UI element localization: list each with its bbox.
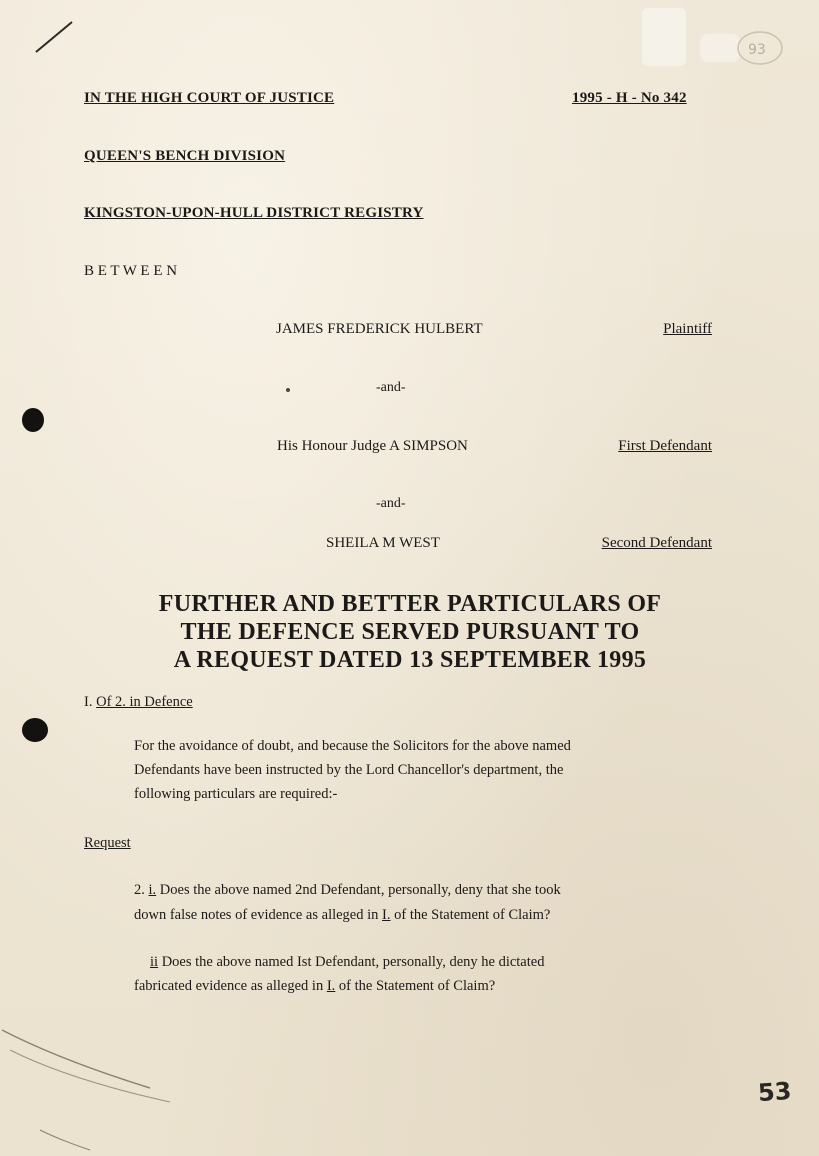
first-defendant-name: His Honour Judge A SIMPSON [277, 438, 468, 454]
item-number: ii [150, 954, 159, 970]
section-heading [84, 690, 193, 714]
item-text: Does the above named 2nd Defendant, personally, deny that she took [159, 882, 561, 898]
second-defendant-name: SHEILA M WEST [326, 535, 440, 551]
request-heading: Request [84, 835, 131, 851]
ink-dot [286, 388, 290, 392]
and-separator: -and- [376, 496, 406, 511]
item-reference: I. [382, 907, 391, 923]
court-heading: IN THE HIGH COURT OF JUSTICE [84, 90, 335, 106]
between-label: B E T W E E N [84, 263, 178, 279]
plaintiff-role: Plaintiff [663, 321, 712, 337]
item-text: Does the above named Ist Defendant, personally, deny he dictated [161, 954, 545, 970]
and-separator: -and- [376, 380, 406, 395]
punch-hole [22, 408, 44, 432]
document-title-line-1: FURTHER AND BETTER PARTICULARS OF [158, 591, 662, 617]
request-item-2-line-2 [134, 974, 495, 998]
pencil-mark [28, 18, 78, 58]
registry-stamp [640, 6, 790, 76]
paragraph-line: following particulars are required:- [134, 786, 338, 802]
item-reference: I. [326, 978, 336, 994]
document-title-line-3: A REQUEST DATED 13 SEPTEMBER 1995 [173, 647, 647, 673]
second-defendant-role: Second Defendant [601, 535, 712, 551]
item-text: of the Statement of Claim? [338, 978, 496, 994]
stamp-number: 93 [748, 42, 766, 58]
paragraph-line: For the avoidance of doubt, and because the Solicitors for the above named [134, 738, 571, 754]
request-item-2-line-1 [150, 950, 544, 974]
plaintiff-name: JAMES FREDERICK HULBERT [276, 321, 483, 337]
first-defendant-role: First Defendant [618, 438, 712, 454]
item-text: down false notes of evidence as alleged in [134, 907, 379, 923]
division-heading: QUEEN'S BENCH DIVISION [84, 148, 286, 164]
registry-heading: KINGSTON-UPON-HULL DISTRICT REGISTRY [84, 205, 424, 221]
document-title-line-2: THE DEFENCE SERVED PURSUANT TO [180, 619, 640, 645]
item-prefix: 2. [134, 882, 145, 898]
section-number: I. [84, 694, 93, 710]
item-text: of the Statement of Claim? [394, 907, 551, 923]
fold-marks [0, 1010, 180, 1156]
item-number: i. [148, 882, 157, 898]
handwritten-page-number: 53 [756, 1076, 792, 1108]
punch-hole [22, 718, 48, 742]
request-item-1-line-1 [134, 878, 561, 902]
request-item-1-line-2 [134, 903, 550, 927]
item-text: fabricated evidence as alleged in [134, 978, 324, 994]
case-number: 1995 - H - No 342 [572, 90, 687, 106]
section-title: Of 2. in Defence [96, 694, 193, 710]
paragraph-line: Defendants have been instructed by the Lord Chancellor's department, the [134, 762, 564, 778]
